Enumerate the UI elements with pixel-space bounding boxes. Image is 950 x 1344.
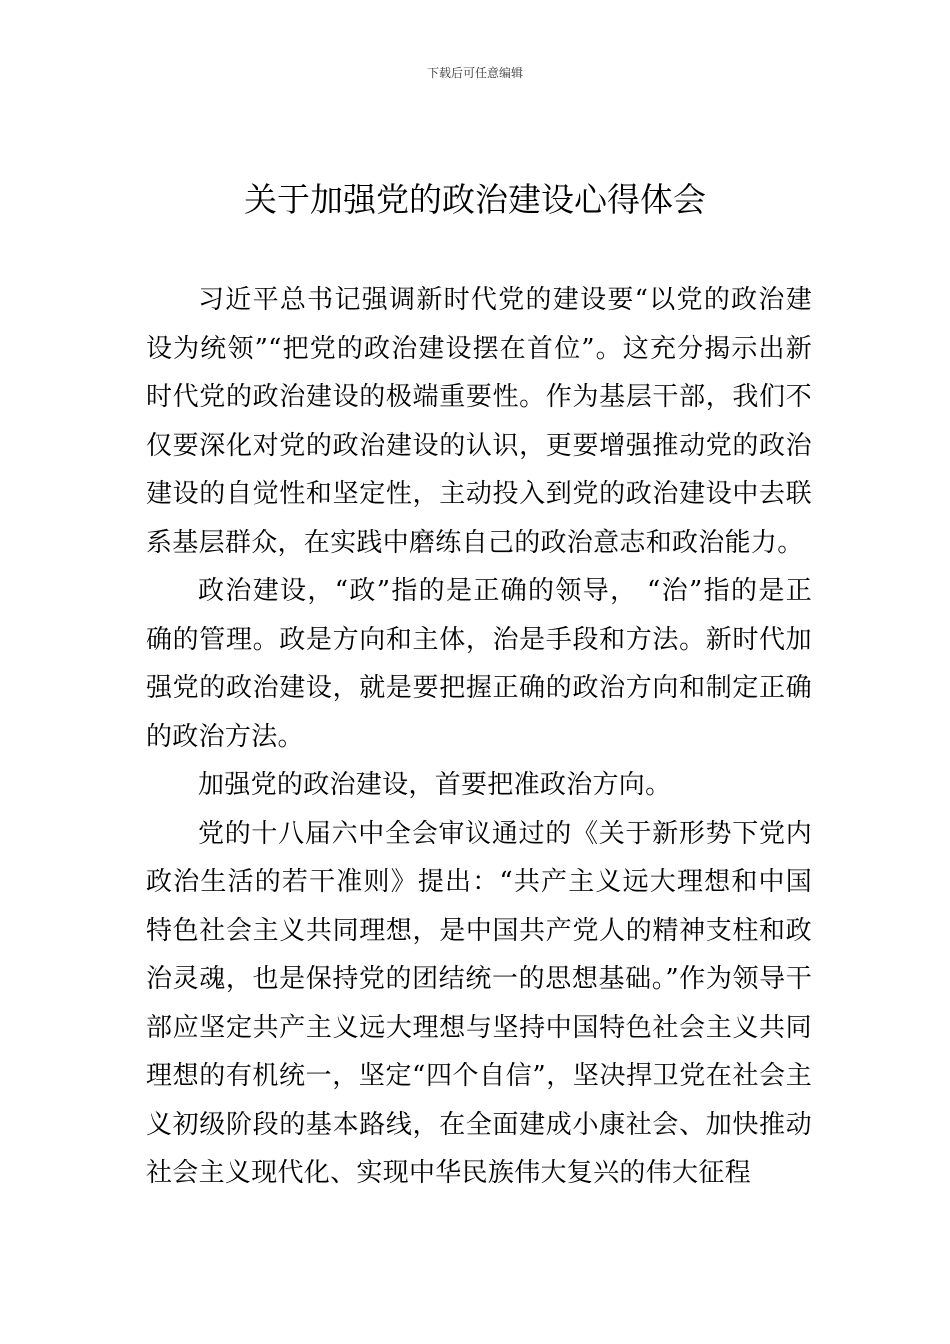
document-title: 关于加强党的政治建设心得体会 bbox=[244, 180, 706, 219]
paragraph-4: 党的十八届六中全会审议通过的《关于新形势下党内政治生活的若干准则》提出：“共产主义远大理想和中国特色社会主义共同理想，是中国共产党人的精神支柱和政治灵魂，也是保持党的团结统一的思想基础。”作为领导干部应坚定共产主义远大理想与坚持中国特色社会主义共同理想的有机统一，坚定“四个自信”，坚决捍卫党在社会主义初级阶段的基本路线，在全面建成小康社会、加快推动社会主义现代化、实现中华民族伟大复兴的伟大征程 bbox=[146, 818, 812, 1188]
document-body bbox=[146, 276, 812, 1198]
paragraph-2: 政治建设，“政”指的是正确的领导， “治”指的是正确的管理。政是方向和主体，治是手段和方法。新时代加强党的政治建设，就是要把握正确的政治方向和制定正确的政治方法。 bbox=[146, 576, 812, 752]
header-note: 下载后可任意编辑 bbox=[426, 66, 523, 80]
paragraph-3: 加强党的政治建设，首要把准政治方向。 bbox=[198, 770, 672, 800]
paragraph-1: 习近平总书记强调新时代党的建设要“以党的政治建设为统领”“把党的政治建设摆在首位”。这充分揭示出新时代党的政治建设的极端重要性。作为基层干部，我们不仅要深化对党的政治建设的认识，更要增强推动党的政治建设的自觉性和坚定性，主动投入到党的政治建设中去联系基层群众，在实践中磨练自己的政治意志和政治能力。 bbox=[146, 285, 812, 558]
